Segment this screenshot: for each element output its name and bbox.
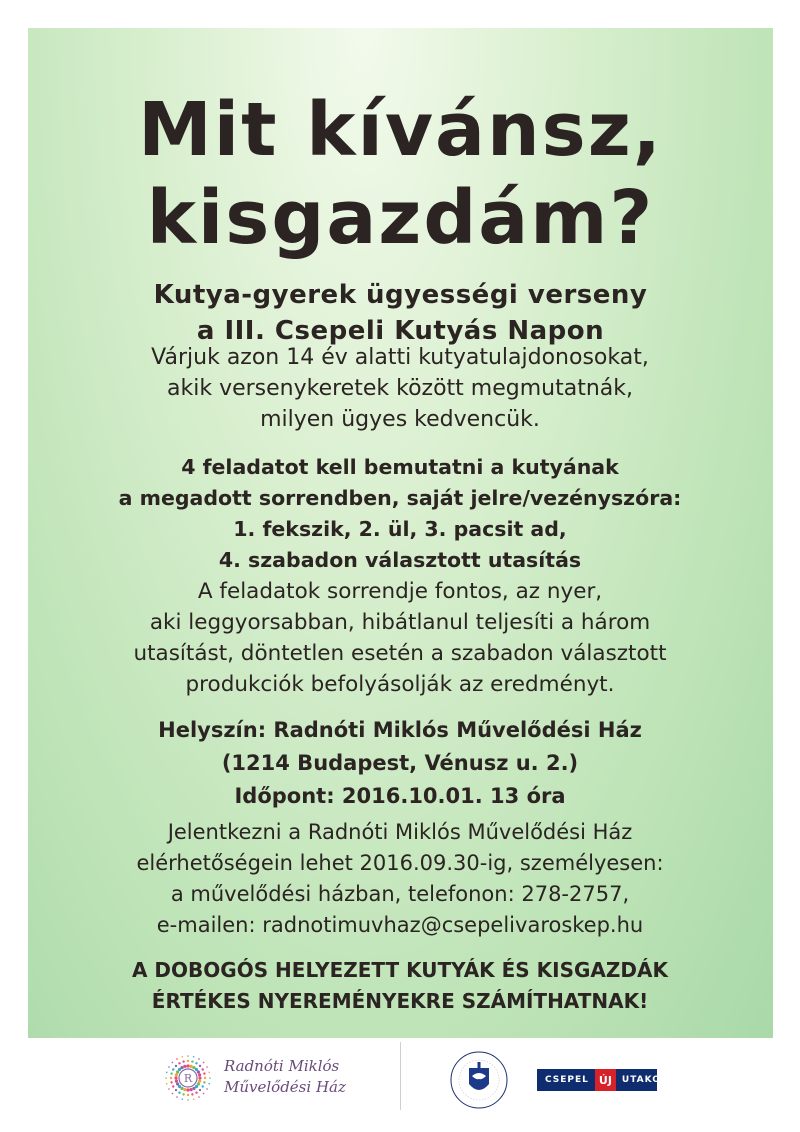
csepel-uj-utakon-badge bbox=[537, 1069, 670, 1091]
badge-word-uj: ÚJ bbox=[595, 1069, 616, 1091]
tasks-line: 1. fekszik, 2. ül, 3. pacsit ad, bbox=[233, 517, 567, 541]
badge-word-utakon: UTAKON bbox=[621, 1075, 670, 1085]
location-line: Helyszín: Radnóti Miklós Művelődési Ház bbox=[158, 718, 642, 742]
svg-text:R: R bbox=[183, 1072, 193, 1085]
poster-title-line-2: kisgazdám? bbox=[146, 175, 655, 261]
prizes-line: ÉRTÉKES NYEREMÉNYEKRE SZÁMÍTHATNAK! bbox=[151, 989, 649, 1013]
address-line: (1214 Budapest, Vénusz u. 2.) bbox=[221, 751, 579, 775]
time-line: Időpont: 2016.10.01. 13 óra bbox=[234, 784, 566, 808]
rules-line: utasítást, döntetlen esetén a szabadon választott bbox=[133, 641, 667, 666]
intro-line: akik versenykeretek között megmutatnák, bbox=[167, 376, 633, 401]
csepel-coat-of-arms-icon bbox=[449, 1050, 509, 1110]
footer-divider bbox=[400, 1042, 401, 1110]
intro-line: Várjuk azon 14 év alatti kutyatulajdonosokat, bbox=[151, 345, 649, 370]
rules-line: produkciók befolyásolják az eredményt. bbox=[185, 672, 615, 697]
registration-line: Jelentkezni a Radnóti Miklós Művelődési Ház bbox=[167, 820, 633, 844]
radial-dots-logo-icon bbox=[160, 1050, 216, 1106]
badge-word-csepel: CSEPEL bbox=[545, 1075, 589, 1085]
registration-email-line: e-mailen: radnotimuvhaz@csepelivaroskep.hu bbox=[156, 913, 644, 937]
tasks-line: 4 feladatot kell bemutatni a kutyának bbox=[181, 455, 619, 479]
poster-subtitle-line-1: Kutya-gyerek ügyességi verseny bbox=[153, 280, 648, 310]
intro-paragraph bbox=[60, 342, 740, 435]
tasks-line: a megadott sorrendben, saját jelre/vezényszóra: bbox=[118, 486, 682, 510]
poster-title-line-1: Mit kívánsz, bbox=[138, 87, 663, 173]
rmmh-logo-line-2: Művelődési Ház bbox=[224, 1078, 346, 1096]
registration-paragraph bbox=[60, 817, 740, 941]
rmmh-logo-line-1: Radnóti Miklós bbox=[224, 1057, 340, 1075]
location-and-time bbox=[60, 714, 740, 813]
prizes-line: A DOBOGÓS HELYEZETT KUTYÁK ÉS KISGAZDÁK bbox=[131, 958, 668, 982]
rules-line: A feladatok sorrendje fontos, az nyer, bbox=[197, 579, 603, 604]
rules-line: aki leggyorsabban, hibátlanul teljesíti a három bbox=[149, 610, 651, 635]
tasks-bold-paragraph bbox=[60, 452, 740, 576]
registration-line: elérhetőségein lehet 2016.09.30-ig, személyesen: bbox=[136, 851, 664, 875]
poster-subtitle-line-2: a III. Csepeli Kutyás Napon bbox=[196, 316, 605, 346]
prizes-announcement bbox=[60, 955, 740, 1017]
intro-line: milyen ügyes kedvencük. bbox=[260, 407, 540, 432]
rmmh-logo-text bbox=[224, 1056, 346, 1098]
tasks-line: 4. szabadon választott utasítás bbox=[218, 548, 582, 572]
rmmh-logo bbox=[160, 1050, 370, 1104]
registration-line: a művelődési házban, telefonon: 278-2757, bbox=[170, 882, 630, 906]
rules-paragraph bbox=[60, 576, 740, 700]
